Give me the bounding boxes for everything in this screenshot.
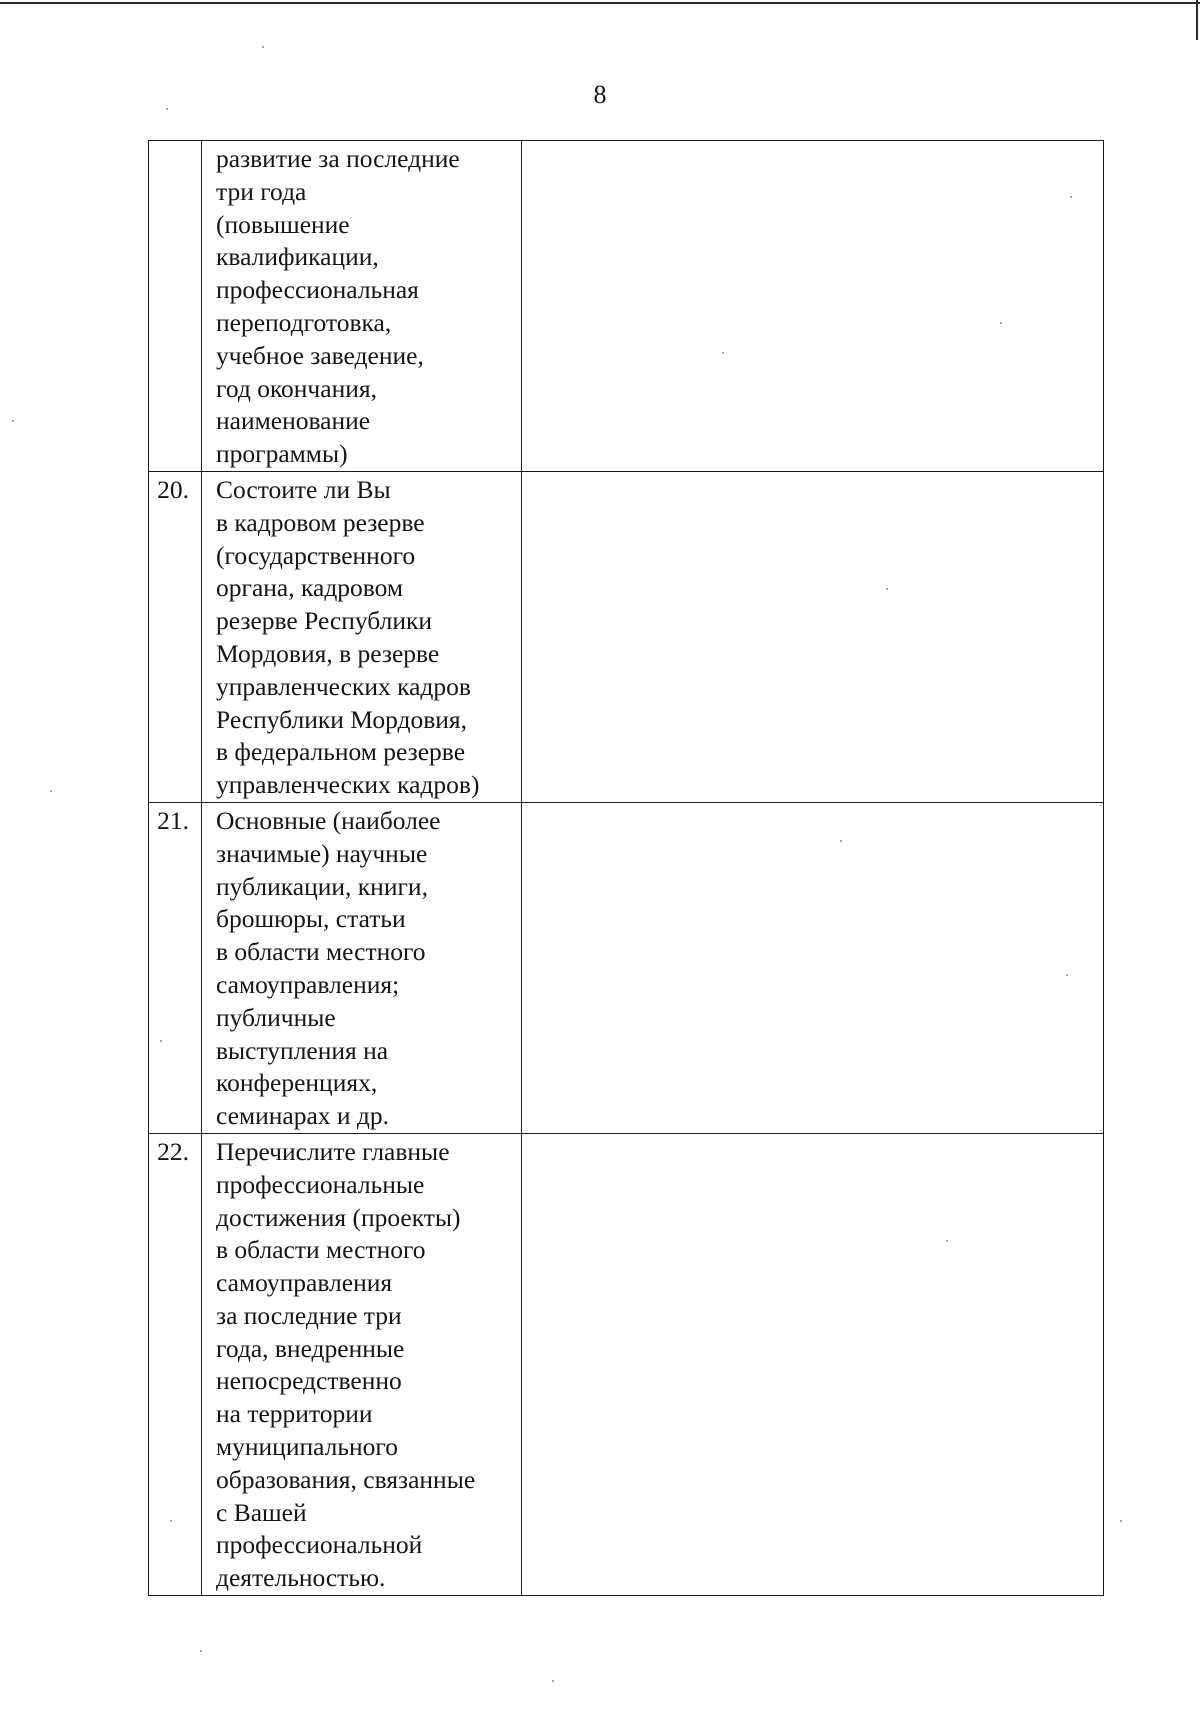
- scan-speck: [262, 46, 264, 48]
- scan-speck: [722, 352, 724, 354]
- row-number: [149, 141, 195, 143]
- table-row: [149, 471, 1104, 802]
- question-text: развитие за последние три года (повышение квалификации, профессиональная переподготовка, учебное заведение, год окончания, наименование программы): [216, 144, 460, 469]
- scan-speck: [12, 420, 14, 422]
- scan-speck: [886, 588, 888, 590]
- row-number-cell: [149, 802, 202, 1133]
- scan-speck: [50, 790, 52, 792]
- question-text: Основные (наиболее значимые) научные публикации, книги, брошюры, статьи в области местного самоуправления; публичные выступления на конференциях, семинарах и др.: [216, 805, 441, 1131]
- scan-speck: [552, 1680, 554, 1682]
- table-row: [149, 141, 1104, 472]
- scan-speck: [946, 1240, 948, 1242]
- scan-speck: [1120, 1520, 1122, 1522]
- scan-speck: [160, 1040, 162, 1042]
- answer-cell[interactable]: [522, 141, 1104, 472]
- row-number: 20.: [157, 474, 189, 504]
- scan-speck: [1000, 322, 1002, 324]
- page-number: 8: [593, 80, 607, 109]
- scan-speck: [1066, 974, 1068, 976]
- question-cell: [202, 1133, 522, 1595]
- row-number: 22.: [157, 1136, 189, 1166]
- scan-speck: [166, 108, 168, 110]
- row-number-cell: [149, 471, 202, 802]
- scan-edge-right: [1196, 0, 1198, 40]
- answer-cell[interactable]: [522, 1133, 1104, 1595]
- row-number: 21.: [157, 805, 189, 835]
- questionnaire-table: [148, 140, 1104, 1596]
- table-row: [149, 802, 1104, 1133]
- scan-speck: [200, 1650, 202, 1652]
- question-text: Перечислите главные профессиональные достижения (проекты) в области местного самоуправления за последние три года, внедренные непосредственно на территории муниципального образования, связанные с Вашей профессиональной деятельностью.: [216, 1136, 476, 1593]
- scan-speck: [170, 1520, 172, 1522]
- scan-edge-top: [0, 2, 1200, 4]
- scan-speck: [840, 840, 842, 842]
- answer-cell[interactable]: [522, 471, 1104, 802]
- question-cell: [202, 471, 522, 802]
- question-text: Состоите ли Вы в кадровом резерве (государственного органа, кадровом резерве Республики Мордовия, в резерве управленческих кадров Республики Мордовия, в федеральном резерве управленческих кадров): [216, 474, 480, 800]
- question-cell: [202, 141, 522, 472]
- row-number-cell: [149, 141, 202, 472]
- answer-cell[interactable]: [522, 802, 1104, 1133]
- scan-speck: [1070, 196, 1072, 198]
- table-row: [149, 1133, 1104, 1595]
- question-cell: [202, 802, 522, 1133]
- row-number-cell: [149, 1133, 202, 1595]
